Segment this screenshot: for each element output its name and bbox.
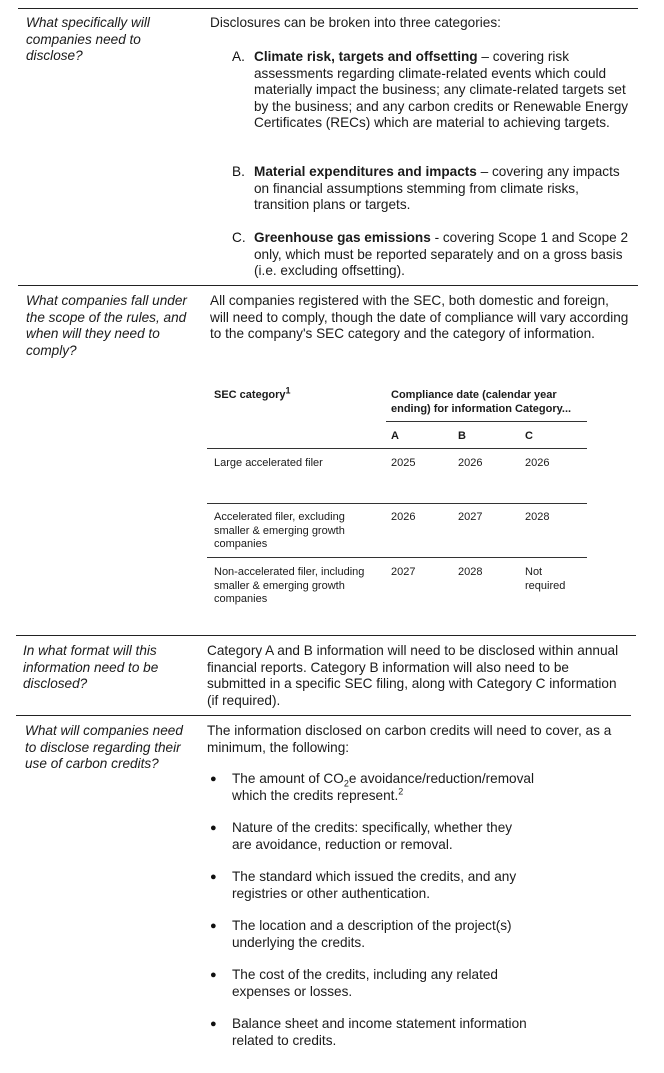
- table-rule: [207, 503, 587, 504]
- bullet-item: The standard which issued the credits, and any registries or other authentication.: [232, 869, 517, 901]
- table-cell-category: Large accelerated filer: [214, 457, 323, 469]
- table-cell: 2025: [391, 457, 416, 469]
- bullet-glyph: ●: [210, 1018, 217, 1030]
- row-divider: [16, 635, 636, 636]
- item-b-title: Material expenditures and impacts: [254, 164, 477, 179]
- table-cell: 2026: [525, 457, 550, 469]
- bullet-item: The location and a description of the project(s) underlying the credits.: [232, 918, 512, 950]
- item-b: [254, 164, 634, 214]
- bullet-item: The amount of $CO_2e$ avoidance/reduction/removal which the credits represent.$^2$: [232, 771, 534, 803]
- table-cell-category: Non-accelerated filer, including smaller & emerging growth companies: [214, 566, 365, 606]
- item-c: [254, 230, 634, 280]
- table-cell: 2027: [391, 566, 416, 578]
- item-a-title: Climate risk, targets and offsetting: [254, 49, 478, 64]
- row-divider: [18, 8, 638, 9]
- table-header-sec-category: SEC category$^1$: [214, 385, 291, 401]
- footnote-ref-1: 1: [285, 385, 291, 396]
- answer-intro: Disclosures can be broken into three categories:: [210, 15, 501, 30]
- table-cell: 2027: [458, 511, 483, 523]
- bullet-glyph: ●: [210, 871, 217, 883]
- table-cell-category: Accelerated filer, excluding smaller & emerging growth companies: [214, 511, 345, 551]
- item-b-text: – covering any impacts on financial assumptions stemming from climate risks, transition plans or targets.: [254, 164, 620, 213]
- bullet-item: Balance sheet and income statement information related to credits.: [232, 1016, 527, 1048]
- bullet-glyph: ●: [210, 822, 217, 834]
- question-format: In what format will this information need to be disclosed?: [23, 643, 159, 692]
- footnote-ref-2: 2: [398, 786, 404, 797]
- bullet-glyph: ●: [210, 920, 217, 932]
- table-col-a: A: [391, 430, 399, 442]
- item-a-text: – covering risk assessments regarding climate-related events which could materially impact the business; any climate-related targets set by the business; and any carbon credits or Renewable Energy Certificates (RECs) which are material to achieving targets.: [254, 49, 629, 131]
- question-scope: What companies fall under the scope of the rules, and when will they need to comply?: [26, 293, 187, 358]
- table-cell: 2026: [458, 457, 483, 469]
- bullet-glyph: ●: [210, 969, 217, 981]
- row-divider: [18, 285, 638, 286]
- table-col-b: B: [458, 430, 466, 442]
- table-cell: 2028: [458, 566, 483, 578]
- item-letter: B.: [232, 164, 245, 179]
- table-col-c: C: [525, 430, 533, 442]
- answer-scope: All companies registered with the SEC, both domestic and foreign, will need to comply, though the date of compliance will vary according to the company's SEC category and the category of information.: [210, 293, 629, 342]
- subscript-2: 2: [343, 778, 349, 789]
- bullet-item: The cost of the credits, including any related expenses or losses.: [232, 967, 498, 999]
- table-rule: [207, 557, 587, 558]
- item-letter: A.: [232, 49, 245, 64]
- table-cell: 2026: [391, 511, 416, 523]
- item-letter: C.: [232, 230, 246, 245]
- table-rule: [386, 421, 587, 422]
- table-rule: [207, 448, 587, 449]
- bullet-item: Nature of the credits: specifically, whether they are avoidance, reduction or removal.: [232, 820, 513, 852]
- question-carbon-credits: What will companies need to disclose regarding their use of carbon credits?: [25, 723, 183, 772]
- answer-carbon-credits: The information disclosed on carbon credits will need to cover, as a minimum, the following:: [207, 723, 612, 755]
- bullet-glyph: ●: [210, 773, 217, 785]
- table-cell: Not required: [525, 566, 566, 592]
- table-header-compliance: Compliance date (calendar year ending) for information Category...: [391, 389, 572, 415]
- item-c-text: - covering Scope 1 and Scope 2 only, which must be reported separately and on a gross basis (i.e. excluding offsetting).: [254, 230, 629, 279]
- item-c-title: Greenhouse gas emissions: [254, 230, 431, 245]
- answer-format: Category A and B information will need to be disclosed within annual financial reports. Category B information will also need to be submitted in a specific SEC filing, along with Category C information (if required).: [207, 643, 619, 708]
- question-disclosure: What specifically will companies need to disclose?: [26, 15, 150, 64]
- row-divider: [16, 715, 631, 716]
- table-cell: 2028: [525, 511, 550, 523]
- item-a: [254, 49, 634, 132]
